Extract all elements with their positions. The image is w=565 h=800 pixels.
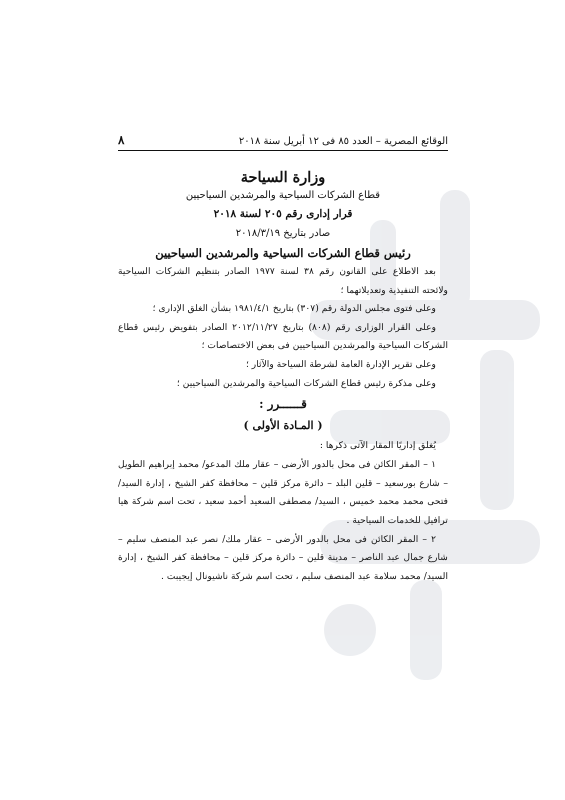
issuer-title: رئيس قطاع الشركات السياحية والمرشدين السياحيين — [155, 246, 411, 260]
preamble-4: وعلى تقرير الإدارة العامة لشرطة السياحة والآثار ؛ — [245, 358, 436, 370]
decree-title: قرار إدارى رقم ٢٠٥ لسنة ٢٠١٨ — [213, 208, 353, 220]
issue-date: صادر بتاريخ ٢٠١٨/٣/١٩ — [235, 228, 331, 239]
preamble-5: وعلى مذكرة رئيس قطاع الشركات السياحية والمرشدين السياحيين ؛ — [176, 377, 436, 389]
page-header — [118, 133, 448, 151]
gazette-page — [118, 133, 448, 586]
closure-item-2: ٢ – المقر الكائن فى محل بالدور الأرضى – عقار ملك/ نصر عبد المنصف سليم – شارع جمال عبد الناصر – مدينة قلين – دائرة مركز قلين – محافظة كفر الشيخ ، إدارة السيد/ محمد سلامة عبد المنصف سليم ، تحت اسم شركة ناشيونال إيجيبت . — [118, 533, 448, 582]
ministry-title: وزارة السياحة — [240, 169, 326, 186]
decided-heading: قــــــرر : — [259, 397, 307, 412]
preamble-1: بعد الاطلاع على القانون رقم ٣٨ لسنة ١٩٧٧ الصادر بتنظيم الشركات السياحية ولائحته التنفيذية وتعديلاتهما ؛ — [118, 266, 448, 296]
preamble-3: وعلى القرار الوزارى رقم (٨٠٨) بتاريخ ٢٠١٢/١١/٢٧ الصادر بتفويض رئيس قطاع الشركات السياحية والمرشدين السياحيين فى بعض الاختصاصات ؛ — [118, 321, 448, 352]
sector-name: قطاع الشركات السياحية والمرشدين السياحيين — [185, 190, 381, 201]
page-number: ٨ — [118, 133, 125, 147]
gazette-issue: الوقائع المصرية – العدد ٨٥ فى ١٢ أبريل سنة ٢٠١٨ — [238, 136, 448, 147]
preamble-2: وعلى فتوى مجلس الدولة رقم (٣٠٧) بتاريخ ١٩٨١/٤/١ بشأن الغلق الإدارى ؛ — [152, 303, 436, 315]
article-one-heading: ( المـادة الأولى ) — [243, 419, 323, 433]
closure-item-1: ١ – المقر الكائن فى محل بالدور الأرضى – عقار ملك المدعو/ محمد إبراهيم الطويل – شارع بورسعيد – قلين البلد – دائرة مركز قلين – محافظة كفر الشيخ ، إدارة السيد/ فتحى محمد محمد خميس ، السيد/ مصطفى السعيد أحمد سعيد ، تحت اسم شركة هيا ترافيل للخدمات السياحية . — [118, 459, 448, 526]
closure-lead: يُغلق إداريًا المقار الآتى ذكرها : — [319, 440, 436, 452]
